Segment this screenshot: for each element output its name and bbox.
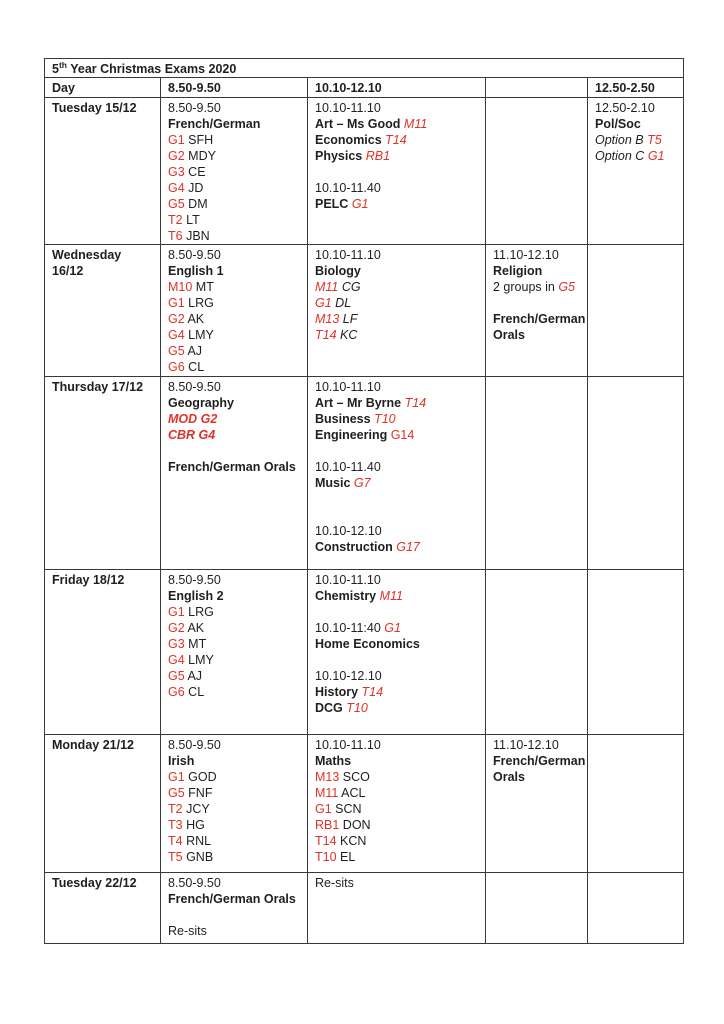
- header-cell-slot-blank: [486, 78, 588, 98]
- day-cell: Friday 18/12: [45, 570, 161, 735]
- table-row-thursday-17-12: [45, 377, 684, 570]
- exam-cell: 8.50-9.50 French/German Orals Re-sits: [161, 873, 308, 944]
- title-text-rest: Year Christmas Exams 2020: [66, 62, 237, 76]
- header-cell-day: Day: [45, 78, 161, 98]
- exam-cell: 12.50-2.10 Pol/Soc Option B T5 Option C G1: [588, 98, 684, 245]
- exam-cell: 8.50-9.50 Irish G1 GOD G5 FNF T2 JCY T3 HG T4 RNL T5 GNB: [161, 735, 308, 873]
- exam-cell: 10.10-11.10 Maths M13 SCO M11 ACL G1 SCN RB1 DON T14 KCN T10 EL: [308, 735, 486, 873]
- exam-cell: [588, 245, 684, 377]
- exam-cell: [486, 873, 588, 944]
- exam-cell: 10.10-11.10 Art – Ms Good M11 Economics T14 Physics RB1 10.10-11.40 PELC G1: [308, 98, 486, 245]
- exam-cell: 10.10-11.10 Chemistry M11 10.10-11:40 G1 Home Economics 10.10-12.10 History T14 DCG T10: [308, 570, 486, 735]
- table-row-friday-18-12: [45, 570, 684, 735]
- exam-cell: [588, 570, 684, 735]
- title-text: 5: [52, 62, 59, 76]
- exam-cell: 8.50-9.50 English 1 M10 MT G1 LRG G2 AK G4 LMY G5 AJ G6 CL: [161, 245, 308, 377]
- day-cell: Thursday 17/12: [45, 377, 161, 570]
- day-cell: Wednesday 16/12: [45, 245, 161, 377]
- day-cell: Tuesday 22/12: [45, 873, 161, 944]
- header-cell-slot-1010-1210: 10.10-12.10: [308, 78, 486, 98]
- exam-cell: 8.50-9.50 English 2 G1 LRG G2 AK G3 MT G4 LMY G5 AJ G6 CL: [161, 570, 308, 735]
- table-row-wednesday-16-12: [45, 245, 684, 377]
- exam-cell: Re-sits: [308, 873, 486, 944]
- exam-timetable-table: [44, 58, 684, 944]
- day-cell: Tuesday 15/12: [45, 98, 161, 245]
- table-row-tuesday-22-12: [45, 873, 684, 944]
- exam-cell: [588, 873, 684, 944]
- exam-cell: 8.50-9.50 French/German G1 SFH G2 MDY G3 CE G4 JD G5 DM T2 LT T6 JBN: [161, 98, 308, 245]
- exam-cell: [486, 570, 588, 735]
- exam-cell: 10.10-11.10 Biology M11 CG G1 DL M13 LF T14 KC: [308, 245, 486, 377]
- exam-cell: [486, 377, 588, 570]
- header-cell-slot-1250-250: 12.50-2.50: [588, 78, 684, 98]
- exam-cell: [588, 377, 684, 570]
- header-cell-slot-850-950: 8.50-9.50: [161, 78, 308, 98]
- table-title: [45, 59, 684, 78]
- table-title-row: [45, 59, 684, 78]
- day-cell: Monday 21/12: [45, 735, 161, 873]
- title-superscript: th: [58, 59, 67, 70]
- exam-cell: 10.10-11.10 Art – Mr Byrne T14 Business T10 Engineering G14 10.10-11.40 Music G7 10.10-12.10 Construction G17: [308, 377, 486, 570]
- exam-cell: 11.10-12.10 Religion 2 groups in G5 French/German Orals: [486, 245, 588, 377]
- table-row-tuesday-15-12: [45, 98, 684, 245]
- exam-cell: 8.50-9.50 Geography MOD G2 CBR G4 French/German Orals: [161, 377, 308, 570]
- table-row-monday-21-12: [45, 735, 684, 873]
- exam-cell: [588, 735, 684, 873]
- header-row: [45, 78, 684, 98]
- exam-cell: [486, 98, 588, 245]
- exam-cell: 11.10-12.10 French/German Orals: [486, 735, 588, 873]
